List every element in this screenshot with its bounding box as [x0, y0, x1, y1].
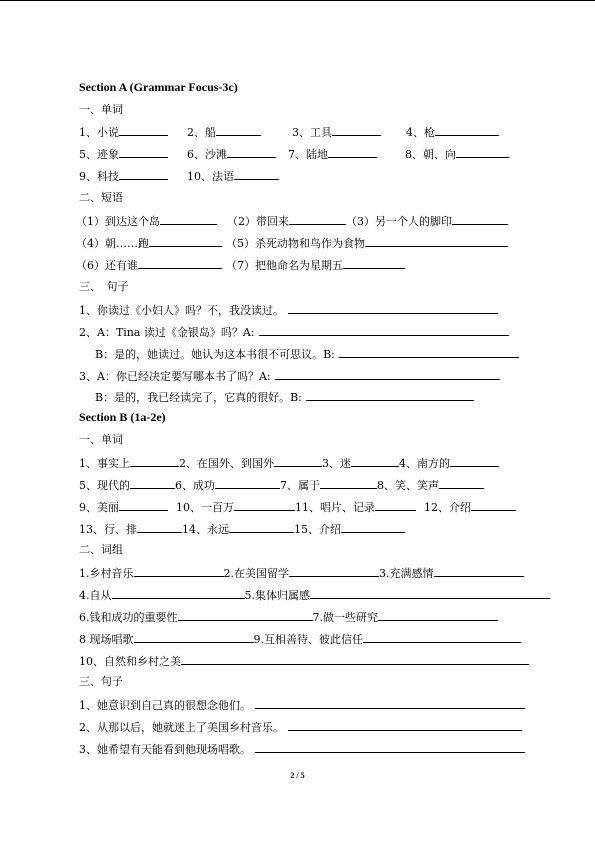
- word-label: 10、一百万: [176, 501, 234, 514]
- answer-blank[interactable]: [456, 146, 509, 158]
- answer-blank[interactable]: [130, 455, 179, 467]
- answer-blank[interactable]: [435, 124, 499, 136]
- word-label: 10、法语: [187, 170, 234, 183]
- answer-blank[interactable]: [119, 499, 168, 511]
- answer-blank[interactable]: [119, 168, 168, 180]
- answer-blank[interactable]: [119, 146, 168, 158]
- section-a-sentence-2b: [95, 346, 519, 362]
- phrase-label: （6）还有谁: [76, 259, 138, 272]
- section-a-phrases-row-2: [76, 235, 508, 251]
- phrase-label: 8 现场唱歌: [79, 633, 134, 646]
- phrase-label: 6.钱和成功的重要性: [79, 611, 178, 624]
- phrase-label: （7）把他命名为星期五: [226, 259, 343, 272]
- section-a-title: Section A (Grammar Focus-3c): [79, 80, 238, 94]
- answer-blank[interactable]: [365, 235, 508, 247]
- answer-blank[interactable]: [255, 741, 525, 753]
- phrase-label: 1.乡村音乐: [79, 567, 134, 580]
- answer-blank[interactable]: [375, 499, 416, 511]
- answer-blank[interactable]: [112, 587, 245, 599]
- answer-blank[interactable]: [215, 477, 280, 489]
- section-b-sentences-heading: 三、句子: [79, 675, 123, 688]
- sentence-prompt: 1、她意识到自己真的很想念他们。: [79, 699, 251, 712]
- word-label: 6、成功: [175, 479, 215, 492]
- section-b-words-row-2: [79, 477, 484, 493]
- section-b-sentence-1: [79, 697, 525, 713]
- top-rule: [0, 0, 595, 1]
- section-a-sentence-3b: [95, 389, 474, 405]
- section-a-words-row-1: [79, 124, 499, 140]
- word-label: 12、介绍: [424, 501, 471, 514]
- page-number: 2 / 5: [290, 771, 305, 780]
- word-label: 15、介绍: [294, 523, 341, 536]
- phrase-label: 5.集体归属感: [244, 589, 310, 602]
- sentence-prompt: 2、从那以后，她就迷上了美国乡村音乐。: [79, 721, 284, 734]
- answer-blank[interactable]: [134, 631, 254, 643]
- word-label: 7、属于: [280, 479, 320, 492]
- word-label: 13、行、排: [79, 523, 137, 536]
- answer-blank[interactable]: [216, 124, 261, 136]
- phrase-label: 7.做一些研究: [312, 611, 378, 624]
- word-label: 7、陆地: [288, 148, 328, 161]
- section-b-phrases-row-2: [79, 587, 550, 603]
- section-a-sentences-heading: 三、 句子: [79, 280, 129, 293]
- answer-blank[interactable]: [343, 257, 405, 269]
- phrase-label: （4）朝……跑: [76, 237, 149, 250]
- word-label: 4、枪: [406, 126, 435, 139]
- answer-blank[interactable]: [434, 565, 524, 577]
- answer-blank[interactable]: [229, 521, 294, 533]
- answer-blank[interactable]: [119, 124, 168, 136]
- answer-blank[interactable]: [306, 389, 474, 401]
- sentence-prompt: 3、A：你已经决定要写哪本书了吗？A:: [79, 370, 271, 383]
- answer-blank[interactable]: [289, 565, 379, 577]
- section-a-phrases-row-1: [76, 213, 508, 229]
- sentence-prompt: 2、A：Tina 读过《金银岛》吗？A:: [79, 326, 255, 339]
- section-b-phrases-heading: 二、词组: [79, 543, 123, 556]
- word-label: 4、南方的: [399, 457, 450, 470]
- answer-blank[interactable]: [234, 168, 279, 180]
- section-a-sentence-3a: [79, 368, 500, 384]
- section-a-words-heading: 一、单词: [79, 103, 123, 116]
- section-b-sentence-2: [79, 719, 522, 735]
- sentence-prompt: B：是的，我已经读完了，它真的很好。B:: [95, 391, 302, 404]
- answer-blank[interactable]: [234, 499, 295, 511]
- section-b-words-row-4: [79, 521, 405, 537]
- answer-blank[interactable]: [339, 346, 519, 358]
- word-label: 9、科技: [79, 170, 119, 183]
- phrase-label: （2）带回来: [227, 215, 289, 228]
- section-b-words-heading: 一、单词: [79, 433, 123, 446]
- section-b-phrases-row-4: [79, 631, 521, 647]
- sentence-prompt: 3、她希望有天能看到他现场唱歌。: [79, 743, 251, 756]
- answer-blank[interactable]: [288, 719, 522, 731]
- section-b-phrases-row-1: [79, 565, 524, 581]
- section-a-words-row-3: [79, 168, 279, 184]
- word-label: 14、永远: [182, 523, 229, 536]
- answer-blank[interactable]: [471, 499, 516, 511]
- answer-blank[interactable]: [288, 302, 498, 314]
- answer-blank[interactable]: [363, 631, 521, 643]
- phrase-label: 2.在美国留学: [223, 567, 289, 580]
- answer-blank[interactable]: [332, 124, 381, 136]
- word-label: 9、美丽: [79, 501, 119, 514]
- answer-blank[interactable]: [450, 455, 499, 467]
- section-b-phrases-row-3: [79, 609, 498, 625]
- answer-blank[interactable]: [160, 213, 217, 225]
- phrase-label: 9.互相善待、彼此信任: [253, 633, 363, 646]
- section-a-phrases-row-3: [76, 257, 405, 273]
- answer-blank[interactable]: [181, 653, 529, 665]
- phrase-label: 3.充满感情: [379, 567, 434, 580]
- section-a-sentence-2a: [79, 324, 509, 340]
- answer-blank[interactable]: [138, 257, 222, 269]
- word-label: 1、小说: [79, 126, 119, 139]
- section-b-phrases-row-5: [79, 653, 529, 669]
- section-b-title: Section B (1a-2e): [79, 410, 166, 424]
- section-b-words-row-3: [79, 499, 516, 515]
- answer-blank[interactable]: [439, 477, 484, 489]
- answer-blank[interactable]: [149, 235, 222, 247]
- answer-blank[interactable]: [134, 565, 224, 577]
- phrase-label: （1）到达这个岛: [76, 215, 160, 228]
- answer-blank[interactable]: [452, 213, 508, 225]
- answer-blank[interactable]: [259, 324, 509, 336]
- answer-blank[interactable]: [310, 587, 550, 599]
- answer-blank[interactable]: [320, 477, 377, 489]
- section-b-sentence-3: [79, 741, 525, 757]
- section-a-phrases-heading: 二、短语: [79, 191, 123, 204]
- word-label: 8、笑、笑声: [377, 479, 439, 492]
- answer-blank[interactable]: [274, 455, 322, 467]
- section-b-words-row-1: [79, 455, 499, 471]
- answer-blank[interactable]: [341, 521, 405, 533]
- word-label: 1、事实上: [79, 457, 130, 470]
- answer-blank[interactable]: [178, 609, 313, 621]
- phrase-label: （5）杀死动物和鸟作为食物: [226, 237, 365, 250]
- answer-blank[interactable]: [328, 146, 377, 158]
- answer-blank[interactable]: [227, 146, 276, 158]
- sentence-prompt: 1、你读过《小妇人》吗？不，我没读过。: [79, 304, 284, 317]
- answer-blank[interactable]: [255, 697, 525, 709]
- answer-blank[interactable]: [351, 455, 399, 467]
- word-label: 8、朝、向: [405, 148, 456, 161]
- answer-blank[interactable]: [289, 213, 346, 225]
- word-label: 3、工具: [292, 126, 332, 139]
- section-a-words-row-2: [79, 146, 509, 162]
- word-label: 2、船: [187, 126, 216, 139]
- answer-blank[interactable]: [378, 609, 498, 621]
- answer-blank[interactable]: [130, 477, 175, 489]
- word-label: 3、迷: [322, 457, 351, 470]
- word-label: 2、在国外、到国外: [179, 457, 274, 470]
- section-a-sentence-1: [79, 302, 498, 318]
- phrase-label: 4.自从: [79, 589, 112, 602]
- word-label: 5、现代的: [79, 479, 130, 492]
- word-label: 11、唱片、记录: [295, 501, 375, 514]
- phrase-label: 10、自然和乡村之美: [79, 655, 181, 668]
- answer-blank[interactable]: [137, 521, 182, 533]
- phrase-label: （3）另一个人的脚印: [346, 215, 452, 228]
- word-label: 6、沙滩: [187, 148, 227, 161]
- word-label: 5、迹象: [79, 148, 119, 161]
- sentence-prompt: B：是的，她读过。她认为这本书很不可思议。B:: [95, 348, 335, 361]
- answer-blank[interactable]: [275, 368, 500, 380]
